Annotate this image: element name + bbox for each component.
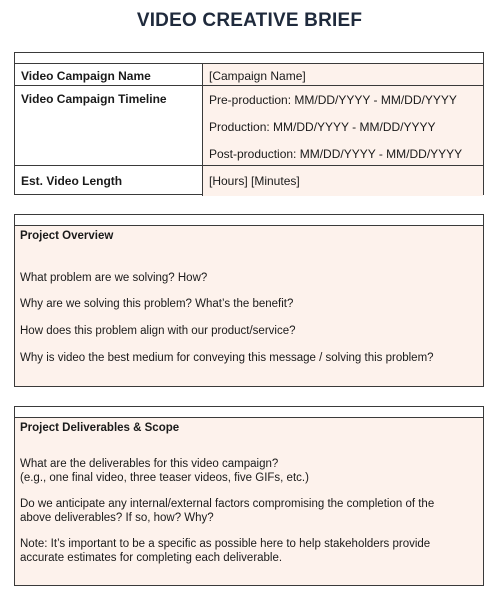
post-production-value: Post-production: MM/DD/YYYY - MM/DD/YYYY — [209, 147, 463, 161]
video-length-row — [15, 165, 483, 196]
campaign-timeline-row — [15, 85, 483, 166]
campaign-name-value: [Campaign Name] — [209, 69, 306, 83]
project-deliverables-heading: Project Deliverables & Scope — [20, 422, 180, 434]
deliverables-item: Note: It’s important to be a specific as possible here to help stakeholders provide accurate estimates for completing each deliverable. — [20, 538, 431, 564]
campaign-info-table — [14, 52, 484, 195]
campaign-name-label: Video Campaign Name — [21, 69, 151, 83]
project-overview-section — [14, 214, 484, 387]
document-title: VIDEO CREATIVE BRIEF — [136, 10, 363, 31]
pre-production-value: Pre-production: MM/DD/YYYY - MM/DD/YYYY — [209, 93, 457, 107]
campaign-name-row — [15, 63, 483, 86]
campaign-timeline-label: Video Campaign Timeline — [21, 92, 167, 106]
overview-question: Why is video the best medium for conveying this message / solving this problem? — [20, 352, 434, 364]
production-value: Production: MM/DD/YYYY - MM/DD/YYYY — [209, 120, 436, 134]
video-length-label: Est. Video Length — [21, 174, 123, 188]
deliverables-item: What are the deliverables for this video campaign? (e.g., one final video, three teaser videos, five GIFs, etc.) — [20, 458, 309, 484]
deliverables-item: Do we anticipate any internal/external factors compromising the completion of the above deliverables? If so, how? Why? — [20, 498, 435, 524]
video-length-value: [Hours] [Minutes] — [209, 174, 300, 188]
project-deliverables-section — [14, 406, 484, 586]
overview-question: What problem are we solving? How? — [20, 272, 208, 284]
overview-question: How does this problem align with our product/service? — [20, 325, 296, 337]
project-deliverables-header — [15, 417, 483, 440]
overview-question: Why are we solving this problem? What’s the benefit? — [20, 298, 294, 310]
project-overview-heading: Project Overview — [20, 230, 114, 242]
project-overview-header — [15, 225, 483, 248]
